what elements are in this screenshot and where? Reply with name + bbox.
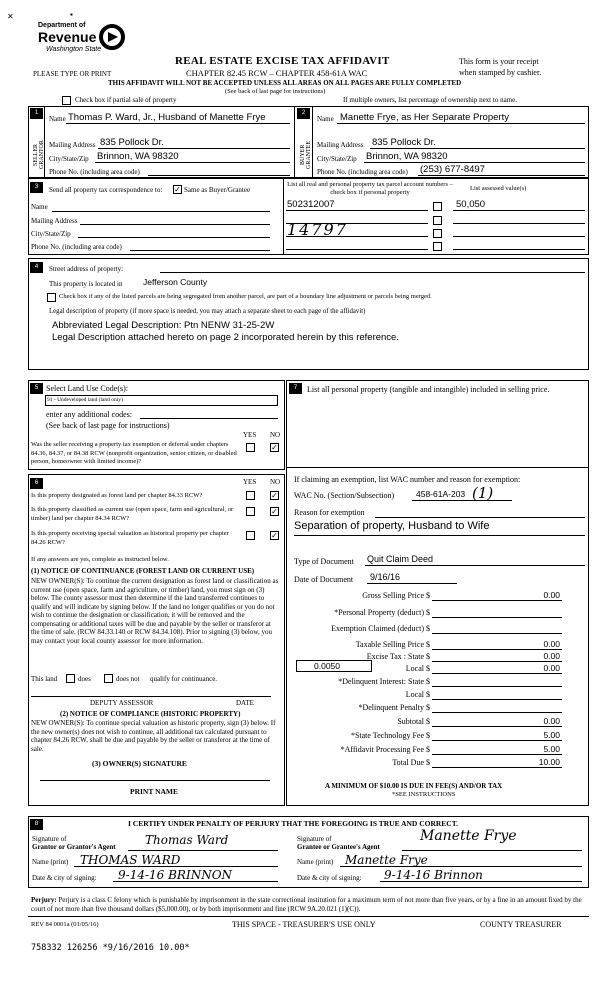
legal-description-label: Legal description of property (if more space is needed, you may attach a separate sheet to each page of the affidavit) [49, 308, 366, 315]
does-label: does [78, 675, 91, 683]
money-line [432, 767, 562, 768]
buyer-phone-label: Phone No. (including area code) [317, 168, 408, 176]
segregated-checkbox[interactable] [47, 293, 56, 302]
cashier-stamp: 758332 126256 *9/16/2016 10.00* [31, 943, 190, 953]
same-as-buyer-checkbox[interactable]: ✓ [174, 185, 181, 194]
money-line [432, 712, 562, 713]
located-in-label: This property is located in [49, 280, 123, 288]
segregated-label: Check box if any of the listed parcels are being segregated from another parcel, are part of a boundary line adjustment or parcels being merged. [59, 293, 432, 300]
section-6-number: 6 [30, 478, 43, 489]
see-back-header: (See back of last page for instructions) [225, 88, 326, 95]
money-label: *Personal Property (deduct) $ [334, 608, 430, 617]
s3-name-label: Name [31, 203, 48, 211]
deputy-date-label: DATE [236, 699, 254, 707]
parcel-3-checkbox[interactable] [433, 229, 442, 238]
section-7-number: 7 [289, 383, 302, 394]
land-use-value: 91 - Undeveloped land (land only) [47, 397, 123, 403]
street-address-label: Street address of property: [49, 265, 124, 273]
s3-city-label: City/State/Zip [31, 230, 71, 238]
forest-yes-checkbox[interactable] [246, 491, 255, 500]
money-label: Gross Selling Price $ [362, 591, 430, 600]
s5-no-header: NO [270, 431, 281, 439]
money-label: *Delinquent Interest: State $ [338, 677, 430, 686]
money-value[interactable]: 0.00 [543, 716, 560, 726]
money-value[interactable]: 0.00 [543, 651, 560, 661]
send-correspondence-label: Send all property tax correspondence to: [49, 186, 163, 194]
buyer-name[interactable]: Manette Frye, as Her Separate Property [340, 112, 509, 123]
buyer-phone[interactable]: (253) 677-8497 [420, 164, 485, 175]
seller-phone-label: Phone No. (including area code) [49, 168, 140, 176]
money-value[interactable]: 5.00 [543, 744, 560, 754]
doc-type-label: Type of Document [294, 557, 354, 566]
see-instructions: *SEE INSTRUCTIONS [392, 791, 456, 798]
assessed-value-1[interactable]: 50,050 [456, 199, 486, 210]
form-revision: REV 84 0001a (01/05/16) [31, 921, 99, 928]
buyer-name-label: Name [317, 115, 334, 123]
agency-logo-icon [98, 24, 126, 50]
reason-label: Reason for exemption [294, 508, 365, 517]
form-chapter: CHAPTER 82.45 RCW – CHAPTER 458-61A WAC [186, 68, 368, 78]
s6-no-header: NO [270, 478, 281, 486]
legal-attached[interactable]: Legal Description attached hereto on page 2 incorporated herein by this reference. [52, 332, 399, 343]
if-yes-note: If any answers are yes, complete as instructed below. [31, 556, 169, 563]
money-label: Exemption Claimed (deduct) $ [331, 624, 430, 633]
buyer-city-label: City/State/Zip [317, 155, 357, 163]
county-treasurer-label: COUNTY TREASURER [480, 920, 562, 929]
seller-name[interactable]: Thomas P. Ward, Jr., Husband of Manette Frye [68, 112, 266, 123]
seller-city-label: City/State/Zip [49, 155, 89, 163]
partial-sale-label: Check box if partial sale of property [75, 96, 177, 104]
same-as-buyer-label: Same as Buyer/Grantee [184, 186, 251, 194]
agency-line1: Department of [38, 22, 86, 29]
money-value[interactable]: 0.00 [543, 639, 560, 649]
deputy-assessor-label: DEPUTY ASSESSOR [90, 699, 154, 707]
certify-statement: I CERTIFY UNDER PENALTY OF PERJURY THAT THE FOREGOING IS TRUE AND CORRECT. [128, 819, 459, 828]
this-land-label: This land [31, 675, 58, 683]
s3-address-label: Mailing Address [31, 217, 78, 225]
land-use-label: Select Land Use Code(s): [46, 384, 128, 393]
local-rate[interactable]: 0.0050 [314, 661, 340, 671]
s5-yes-header: YES [243, 431, 257, 439]
wac-number[interactable]: 458-61A-203 [416, 489, 466, 499]
money-value[interactable]: 10.00 [538, 757, 560, 767]
seller-city[interactable]: Brinnon, WA 98320 [97, 151, 179, 162]
money-label: Total Due $ [392, 758, 430, 767]
money-line [432, 649, 562, 650]
money-value[interactable]: 0.00 [543, 663, 560, 673]
money-label: Local $ [405, 664, 430, 673]
parcel-1-checkbox[interactable] [433, 202, 442, 211]
notice2-text: NEW OWNER(S): To continue special valuation as historic property, sign (3) below. If the new owner(s) does not wish to continue, all additional tax calculated pursuant to chapter 84.26 RCW, shall be due and payable by the seller or transferor at the time of sale. [31, 719, 276, 753]
grantee-sig-label2: Grantee or Grantee's Agent [297, 843, 380, 851]
minimum-due: A MINIMUM OF $10.00 IS DUE IN FEE(S) AND/OR TAX [325, 782, 503, 790]
s3-phone-label: Phone No. (including area code) [31, 243, 122, 251]
grantor-sig-label: Signature of [32, 835, 67, 843]
parcel-2-checkbox[interactable] [433, 216, 442, 225]
see-back-s5: (See back of last page for instructions) [46, 421, 170, 430]
qualify-label: qualify for continuance. [150, 675, 218, 683]
section-1-number: 1 [30, 108, 43, 119]
money-line [432, 699, 562, 700]
money-line [432, 726, 562, 727]
section-8-number: 8 [30, 819, 43, 830]
grantor-name-print-label: Name (print) [32, 858, 69, 866]
historic-question: Is this property receiving special valuation as historical property per chapter 84.26 RCW? [31, 530, 229, 546]
please-type: PLEASE TYPE OR PRINT [33, 70, 112, 78]
agency-logo [38, 22, 128, 62]
treasurer-space-label: THIS SPACE - TREASURER'S USE ONLY [232, 920, 376, 929]
grantee-date-city: 9-14-16 Brinnon [384, 868, 483, 882]
seller-name-label: Name [49, 115, 66, 123]
buyer-address[interactable]: 835 Pollock Dr. [372, 137, 436, 148]
wac-subsection-handwritten: (1) [472, 484, 494, 502]
doc-date-label: Date of Document [294, 575, 354, 584]
notice1-text: NEW OWNER(S): To continue the current designation as forest land or classification as current use (open space, farm and agriculture, or timber) land, you must sign on (3) below. The county assessor must then determine if the land transferred continues to qualify and will indicate by signing below. If the land no longer qualifies or you do not wish to continue the designation or classification, it will be removed and the compensating or additional taxes will be due and payable by the seller or transferor at the time of sale. (RCW 84.33.140 or RCW 84.34.108). Prior to signing (3) below, you may contact your local county assessor for more information. [31, 577, 279, 645]
exemption-no-checkbox[interactable]: ✓ [271, 443, 278, 452]
owner-signature-label: (3) OWNER(S) SIGNATURE [92, 759, 187, 768]
exemption-yes-checkbox[interactable] [246, 443, 255, 452]
money-label: *Affidavit Processing Fee $ [340, 745, 430, 754]
seller-address-label: Mailing Address [49, 141, 96, 149]
money-line [432, 740, 562, 741]
current-use-no-checkbox[interactable]: ✓ [271, 507, 278, 516]
grantor-date-city-label: Date & city of signing: [32, 874, 97, 882]
partial-sale-checkbox[interactable] [62, 96, 71, 105]
money-line [432, 600, 562, 601]
money-line [432, 617, 562, 618]
exemption-claim-label: If claiming an exemption, list WAC number and reason for exemption: [294, 475, 521, 484]
forest-land-question: Is this property designated as forest land per chapter 84.33 RCW? [31, 492, 203, 499]
receipt-note2: when stamped by cashier. [459, 68, 542, 77]
section-2-number: 2 [297, 108, 310, 119]
buyer-address-label: Mailing Address [317, 141, 364, 149]
top-mark-2: ▪ [70, 10, 73, 19]
section-5-number: 5 [30, 383, 43, 394]
grantee-sig-label: Signature of [297, 835, 332, 843]
top-mark: ✕ [7, 12, 14, 21]
money-label: Subtotal $ [397, 717, 430, 726]
receipt-note1: This form is your receipt [459, 57, 539, 66]
grantor-signature: Thomas Ward [145, 833, 229, 847]
money-label: *Delinquent Penalty $ [358, 703, 430, 712]
perjury-label: Perjury: [31, 896, 57, 904]
grantee-signature: Manette Frye [420, 828, 517, 844]
grantee-name-print-label: Name (print) [297, 858, 334, 866]
personal-property-label: List all personal property (tangible and intangible) included in selling price. [307, 385, 550, 394]
money-line [432, 673, 562, 674]
parcel-1[interactable]: 502312007 [287, 199, 335, 210]
wac-label: WAC No. (Section/Subsection) [294, 491, 395, 500]
form-title: REAL ESTATE EXCISE TAX AFFIDAVIT [175, 55, 390, 67]
does-not-checkbox[interactable] [104, 674, 113, 683]
print-name-label: PRINT NAME [130, 787, 178, 796]
parcel-2-handwritten: 14797 [287, 220, 348, 239]
historic-yes-checkbox[interactable] [246, 531, 255, 540]
money-value[interactable]: 5.00 [543, 730, 560, 740]
money-line [432, 633, 562, 634]
seller-side-label: SELLER GRANTOR [33, 140, 45, 170]
notice2-title: (2) NOTICE OF COMPLIANCE (HISTORIC PROPERTY) [60, 710, 241, 718]
agency-line2: Revenue [38, 29, 97, 45]
form-warning: THIS AFFIDAVIT WILL NOT BE ACCEPTED UNLESS ALL AREAS ON ALL PAGES ARE FULLY COMPLETED [108, 79, 462, 87]
section-4-number: 4 [30, 262, 43, 273]
current-use-yes-checkbox[interactable] [246, 507, 255, 516]
money-label: Excise Tax : State $ [366, 652, 430, 661]
grantee-date-city-label: Date & city of signing: [297, 874, 362, 882]
perjury-note [31, 896, 589, 914]
historic-no-checkbox[interactable]: ✓ [271, 531, 278, 540]
money-label: Local $ [405, 690, 430, 699]
grantor-sig-label2: Grantor or Grantor's Agent [32, 843, 116, 851]
agency-line3: Washington State [46, 46, 102, 53]
buyer-side-label: BUYER GRANTEE [300, 141, 312, 169]
assessed-header: List assessed value(s) [470, 185, 527, 192]
current-use-question: Is this property classified as current use (open space, farm and agricultural, or timber) land per chapter 84.34 RCW? [31, 506, 234, 522]
additional-codes-label: enter any additional codes: [46, 410, 132, 419]
seller-address[interactable]: 835 Pollock Dr. [100, 137, 164, 148]
money-line [432, 686, 562, 687]
s6-yes-header: YES [243, 478, 257, 486]
money-line [432, 754, 562, 755]
grantee-name-print: Manette Frye [345, 853, 428, 867]
money-line [432, 661, 562, 662]
exemption-question: Was the seller receiving a property tax exemption or deferral under chapters 84.36, 84.37, or 84.38 RCW (nonprofit organization, senior citizen, or disabled person, homeowner with limited income)? [31, 441, 237, 465]
doc-date[interactable]: 9/16/16 [370, 572, 401, 582]
multiple-owners-note: If multiple owners, list percentage of ownership next to name. [343, 96, 517, 104]
grantor-name-print: THOMAS WARD [80, 853, 181, 867]
does-checkbox[interactable] [66, 674, 75, 683]
forest-no-checkbox[interactable]: ✓ [271, 491, 278, 500]
buyer-city[interactable]: Brinnon, WA 98320 [366, 151, 448, 162]
notice1-title: (1) NOTICE OF CONTINUANCE (FOREST LAND OR CURRENT USE) [31, 567, 255, 575]
money-label: *State Technology Fee $ [350, 731, 430, 740]
section-3-number: 3 [30, 182, 43, 193]
perjury-text: Perjury is a class C felony which is punishable by imprisonment in the state correctional institution for a maximum term of not more than five years, or by a fine in an amount fixed by the court of not more than five thousand dollars ($5,000.00), or by both imprisonment and fine (RCW 9A.20.021 (1)(C)). [31, 896, 582, 913]
does-not-label: does not [116, 675, 140, 683]
exemption-reason[interactable]: Separation of property, Husband to Wife [294, 520, 490, 532]
money-value[interactable]: 0.00 [543, 590, 560, 600]
doc-type[interactable]: Quit Claim Deed [367, 554, 434, 564]
parcel-4-checkbox[interactable] [433, 242, 442, 251]
parcel-header: List all real and personal property tax parcel account numbers – check box if personal property [287, 181, 453, 196]
grantor-date-city: 9-14-16 BRINNON [118, 868, 233, 882]
abbreviated-legal[interactable]: Abbreviated Legal Description: Ptn NENW 31-25-2W [52, 320, 275, 331]
county[interactable]: Jefferson County [143, 277, 208, 287]
money-label: Taxable Selling Price $ [355, 640, 430, 649]
